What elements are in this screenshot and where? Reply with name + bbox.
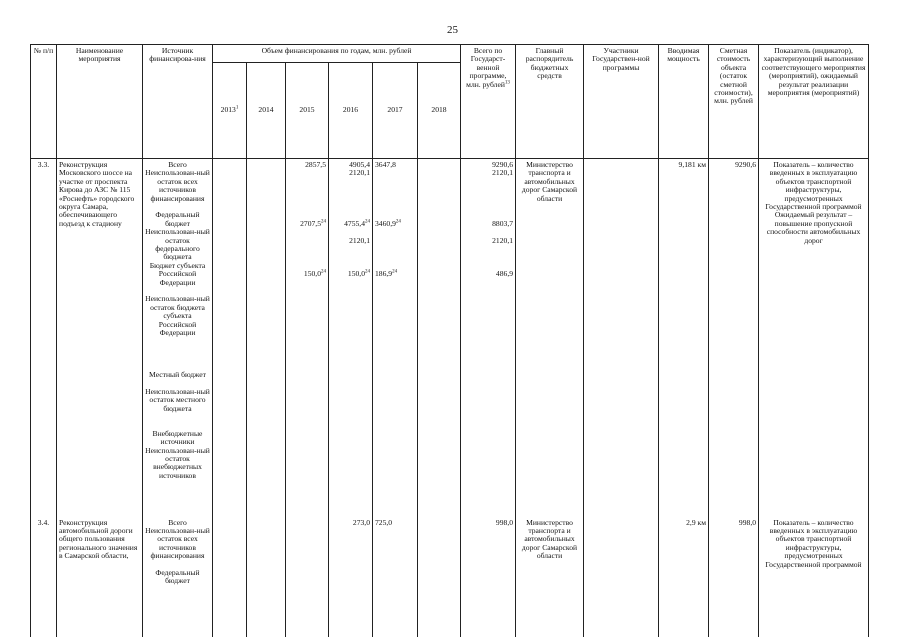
cell-participants [584, 159, 659, 517]
cell-2015 [286, 517, 329, 637]
source-label: Неиспользован-ный остаток внебюджетных источников [145, 445, 210, 480]
cell-2016: 4905,4 2120,1 4755,4$^{24}$ 2120,1 150,0$^{24}$ [329, 159, 373, 517]
source-label: Неиспользован-ный остаток федерального бюджета [145, 227, 210, 262]
row-name: Реконструкция автомобильной дороги общего пользования регионального значения в Самарской области, [57, 517, 143, 637]
cell-2018 [418, 517, 461, 637]
source-label: Неиспользован-ный остаток местного бюджета [145, 386, 210, 413]
cell-2013 [213, 159, 247, 517]
cell-2017: 725,0 [373, 517, 418, 637]
header-year-2018: 2018 [418, 63, 461, 159]
row-num: 3.3. [31, 159, 57, 517]
cell-2014 [247, 159, 286, 517]
cell-2015: 2857,5 2707,5$^{24}$ 150,0$^{24}$ [286, 159, 329, 517]
source-label: Неиспользован-ный остаток всех источников финансирования [145, 525, 210, 561]
cell-manager: Министерство транспорта и автомобильных дорог Самарской области [516, 159, 584, 517]
source-label: Местный бюджет [149, 369, 206, 379]
cell-indicator: Показатель – количество введенных в эксплуатацию объектов транспортной инфраструктуры, предусмотренных Государственной программой Ожидаемый результат – повышение пропускной способности автомобильных дорог [759, 159, 869, 517]
page-number: 25 [447, 24, 458, 36]
cell-2016: 273,0 [329, 517, 373, 637]
source-label: Федеральный бюджет [155, 567, 200, 586]
source-label: Внебюджетные источники [152, 428, 203, 447]
cell-estimate: 998,0 [709, 517, 759, 637]
header-year-2016: 2016 [329, 63, 373, 159]
header-name: Наименование мероприятия [57, 45, 143, 159]
cell-2013 [213, 517, 247, 637]
cell-2018 [418, 159, 461, 517]
cell-manager: Министерство транспорта и автомобильных дорог Самарской области [516, 517, 584, 637]
cell-indicator: Показатель – количество введенных в эксплуатацию объектов транспортной инфраструктуры, предусмотренных Государственной программой [759, 517, 869, 637]
source-label: Неиспользован-ный остаток всех источников финансирования [145, 168, 210, 203]
cell-2017: 3647,8 3460,9$^{24}$ 186,9$^{24}$ [373, 159, 418, 517]
cell-estimate: 9290,6 [709, 159, 759, 517]
cell-total: 9290,6 2120,1 8803,7 2120,1 486,9 [461, 159, 516, 517]
cell-total: 998,0 [461, 517, 516, 637]
header-participants: Участники Государствен-ной программы [584, 45, 659, 159]
source-label: Бюджет субъекта Российской Федерации [149, 260, 206, 287]
header-manager: Главный распорядитель бюджетных средств [516, 45, 584, 159]
row-sources [143, 159, 213, 517]
header-capacity: Вводимая мощность [659, 45, 709, 159]
cell-capacity: 2,9 км [659, 517, 709, 637]
header-source: Источник финансирова-ния [143, 45, 213, 159]
header-year-2017: 2017 [373, 63, 418, 159]
source-label: Неиспользован-ный остаток бюджета субъекта Российской Федерации [145, 294, 210, 337]
row-sources [143, 517, 213, 637]
header-estimate: Сметная стоимость объекта (остаток сметной стоимости), млн. рублей [709, 45, 759, 159]
row-name: Реконструкция Московского шоссе на участке от проспекта Кирова до АЗС № 115 «Роснефть» городского округа Самара, обеспечивающего подъезд к стадиону [57, 159, 143, 517]
source-label: Федеральный бюджет [155, 210, 200, 228]
cell-participants [584, 517, 659, 637]
header-year-2015: 2015 [286, 63, 329, 159]
header-funding-group: Объем финансирования по годам, млн. рублей [213, 45, 461, 63]
cell-capacity: 9,181 км [659, 159, 709, 517]
header-num: № п/п [31, 45, 57, 159]
header-year-2014: 2014 [247, 63, 286, 159]
table-row [31, 159, 869, 517]
financing-table [30, 44, 869, 637]
row-num: 3.4. [31, 517, 57, 637]
source-label: Всего [168, 517, 187, 527]
source-label: Всего [168, 160, 187, 169]
header-indicator: Показатель (индикатор), характеризующий выполнение соответствующего мероприятия (мероприятий), ожидаемый результат реализации мероприятия (мероприятий) [759, 45, 869, 159]
header-total: Всего по Государст-венной программе, млн. рублей$^{13}$ [461, 45, 516, 159]
header-year-2013: 2013$^1$ [213, 63, 247, 159]
table-row [31, 517, 869, 637]
cell-2014 [247, 517, 286, 637]
